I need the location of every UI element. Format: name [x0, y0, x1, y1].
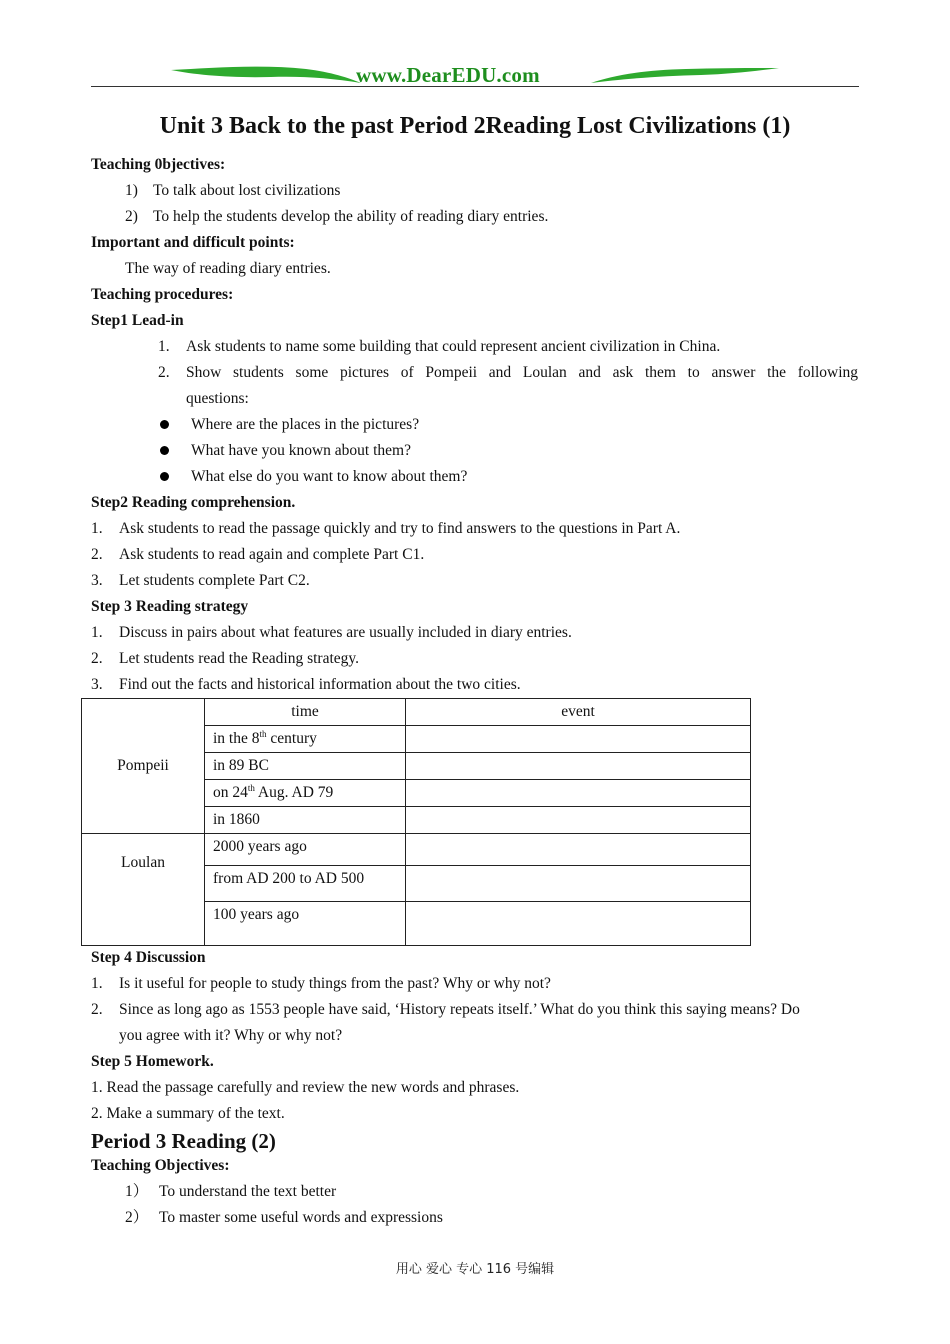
event-cell[interactable] — [406, 834, 751, 866]
period3-heading: Period 3 Reading (2) — [91, 1129, 276, 1153]
item-number: 1） — [125, 1183, 149, 1200]
item-text: Discuss in pairs about what features are usually included in diary entries. — [119, 624, 572, 641]
item-text: Since as long ago as 1553 people have said, ‘History repeats itself.’ What do you think this saying means? Do — [119, 1001, 800, 1018]
step1-heading: Step1 Lead-in — [91, 312, 184, 329]
period3-objective-item — [125, 1182, 336, 1202]
event-cell[interactable] — [406, 780, 751, 807]
time-cell: 100 years ago — [205, 902, 406, 946]
step3-item — [91, 675, 521, 695]
step2-heading: Step2 Reading comprehension. — [91, 494, 296, 511]
item-text: To understand the text better — [159, 1183, 337, 1200]
item-number: 1) — [125, 182, 138, 199]
item-number: 1. — [91, 975, 103, 992]
time-cell: from AD 200 to AD 500 — [205, 866, 406, 902]
step5-item: 1. Read the passage carefully and review the new words and phrases. — [91, 1079, 520, 1096]
table-header-row — [82, 699, 751, 726]
event-cell[interactable] — [406, 726, 751, 753]
bullet-icon — [160, 446, 169, 455]
item-number: 2. — [91, 650, 103, 667]
city-cell-loulan: Loulan — [82, 834, 205, 946]
item-number: 2. — [91, 1001, 103, 1018]
item-number: 1. — [91, 624, 103, 641]
header-banner — [91, 62, 859, 88]
time-cell: in 1860 — [205, 807, 406, 834]
step1-bullet-item: What have you known about them? — [191, 442, 411, 459]
item-number: 3. — [91, 572, 103, 589]
document-title: Unit 3 Back to the past Period 2Reading Lost Civilizations (1) — [159, 113, 791, 139]
logo-text: www.DearEDU.com — [356, 63, 540, 87]
item-text: Ask students to read again and complete Part C1. — [119, 546, 425, 563]
time-cell: in 89 BC — [205, 753, 406, 780]
item-text: Is it useful for people to study things from the past? Why or why not? — [119, 975, 551, 992]
event-cell[interactable] — [406, 866, 751, 902]
header-divider — [91, 86, 859, 87]
step4-heading: Step 4 Discussion — [91, 949, 206, 966]
objective-item — [125, 181, 340, 201]
item-text: Ask students to read the passage quickly and try to find answers to the questions in Part A. — [119, 520, 681, 537]
period3-objectives-heading: Teaching Objectives: — [91, 1157, 230, 1174]
bullet-icon — [160, 420, 169, 429]
item-text: Let students read the Reading strategy. — [119, 650, 360, 667]
step2-item — [91, 571, 310, 591]
teaching-objectives-heading: Teaching 0bjectives: — [91, 156, 226, 173]
item-number: 2. — [158, 364, 170, 381]
objective-item — [125, 207, 548, 227]
item-text: To talk about lost civilizations — [153, 182, 341, 199]
item-number: 2) — [125, 208, 138, 225]
left-swoosh-icon — [171, 66, 361, 84]
step3-item — [91, 623, 572, 643]
step5-item: 2. Make a summary of the text. — [91, 1105, 285, 1122]
step2-item — [91, 519, 680, 539]
item-number: 3. — [91, 676, 103, 693]
item-text: Let students complete Part C2. — [119, 572, 310, 589]
step5-heading: Step 5 Homework. — [91, 1053, 214, 1070]
item-text: To help the students develop the ability of reading diary entries. — [153, 208, 549, 225]
item-text: Ask students to name some building that could represent ancient civilization in China. — [186, 338, 721, 355]
important-points-heading: Important and difficult points: — [91, 234, 295, 251]
item-text: Show students some pictures of Pompeii and Loulan and ask them to answer the following — [186, 364, 858, 381]
item-text: Find out the facts and historical information about the two cities. — [119, 676, 521, 693]
item-number: 1. — [158, 338, 170, 355]
city-cell-pompeii: Pompeii — [82, 699, 205, 834]
step1-item — [158, 337, 720, 357]
time-cell: 2000 years ago — [205, 834, 406, 866]
period3-objective-item — [125, 1208, 443, 1228]
bullet-icon — [160, 472, 169, 481]
step2-item — [91, 545, 424, 565]
important-points-text: The way of reading diary entries. — [125, 260, 331, 277]
item-text-continued: you agree with it? Why or why not? — [119, 1027, 343, 1044]
step3-heading: Step 3 Reading strategy — [91, 598, 249, 615]
item-number: 1. — [91, 520, 103, 537]
item-text-continued: questions: — [186, 390, 249, 407]
right-swoosh-icon — [591, 66, 781, 84]
event-cell[interactable] — [406, 753, 751, 780]
event-cell[interactable] — [406, 902, 751, 946]
event-cell[interactable] — [406, 807, 751, 834]
column-header-event: event — [406, 699, 751, 726]
step1-bullet-item: Where are the places in the pictures? — [191, 416, 420, 433]
column-header-time: time — [205, 699, 406, 726]
page-footer: 用心 爱心 专心 116 号编辑 — [395, 1262, 555, 1277]
item-text: To master some useful words and expressions — [159, 1209, 443, 1226]
step4-item — [91, 1000, 800, 1020]
step1-bullet-item: What else do you want to know about them? — [191, 468, 468, 485]
facts-table — [81, 698, 751, 946]
time-cell: on 24th Aug. AD 79 — [205, 780, 406, 807]
item-number: 2. — [91, 546, 103, 563]
table-row — [82, 834, 751, 866]
step4-item — [91, 974, 551, 994]
item-number: 2） — [125, 1209, 149, 1226]
step3-item — [91, 649, 359, 669]
procedures-heading: Teaching procedures: — [91, 286, 234, 303]
time-cell: in the 8th century — [205, 726, 406, 753]
